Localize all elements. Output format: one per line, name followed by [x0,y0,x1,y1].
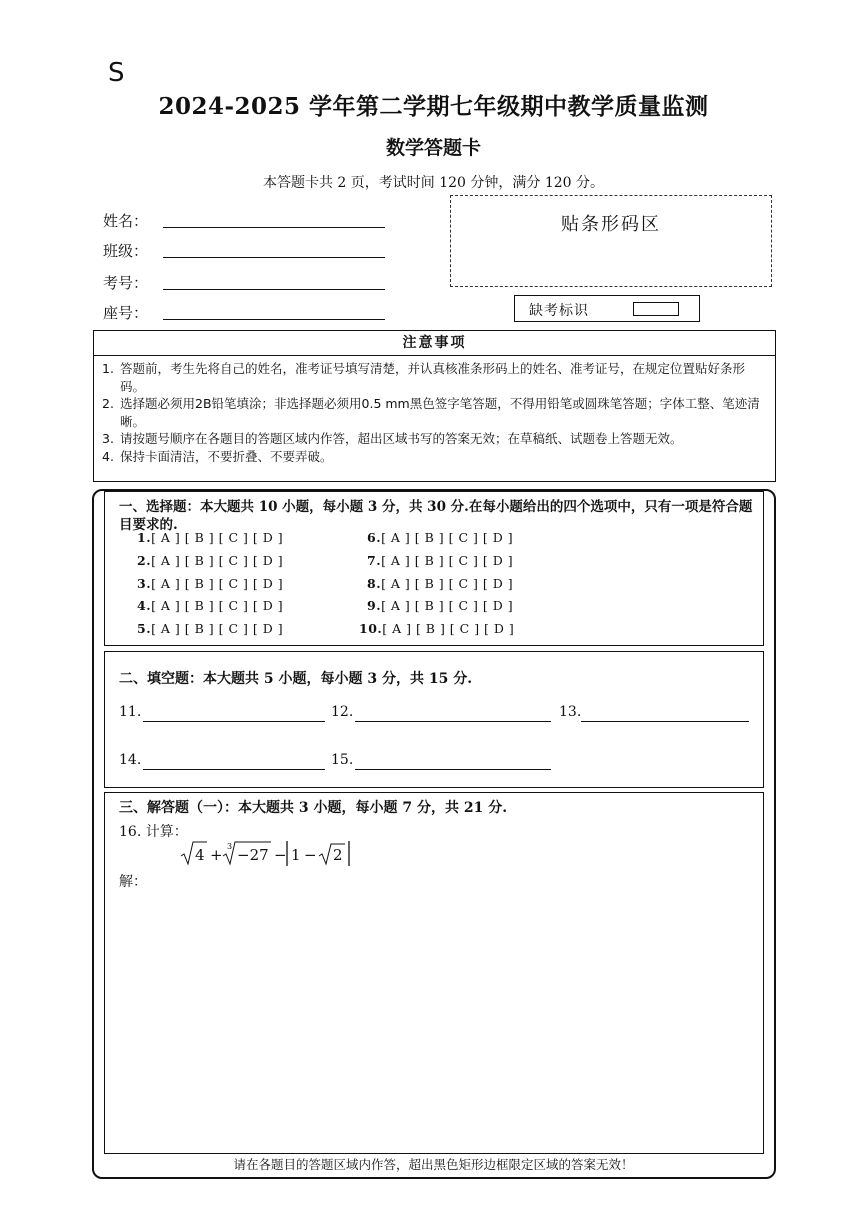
question-number: 5. [137,621,152,636]
page-title: 2024-2025 学年第二学期七年级期中教学质量监测 [158,93,709,120]
svg-text:−27: −27 [237,846,269,864]
name-field[interactable] [163,226,385,228]
blank-answer-13[interactable] [581,720,749,722]
question-number: 2. [137,553,152,568]
class-field[interactable] [163,256,385,258]
question-number: 10. [359,621,383,636]
choice-row-3[interactable] [137,576,283,591]
question-number: 6. [367,530,382,545]
question-number: 4. [137,598,152,613]
choice-options[interactable]: [ A ] [ B ] [ C ] [ D ] [381,598,514,613]
blank-label-11: 11. [119,704,142,720]
exam-no-field[interactable] [163,288,385,290]
section-problem-solving [104,792,764,1154]
section-fill-in-blank [104,651,764,788]
barcode-area-label: 贴条形码区 [561,214,661,235]
choice-row-7[interactable] [367,553,513,568]
absent-checkbox[interactable] [633,302,679,316]
choice-row-5[interactable] [137,621,283,636]
blank-label-13: 13. [559,704,582,720]
svg-text:−: − [304,846,317,864]
svg-text:3: 3 [227,842,233,851]
notice-item [102,395,765,430]
question-number: 8. [367,576,382,591]
absent-mark-label: 缺考标识 [529,303,589,319]
seat-label: 座号： [103,304,149,322]
class-label: 班级： [103,242,149,260]
choice-options[interactable]: [ A ] [ B ] [ C ] [ D ] [151,576,284,591]
question-number: 7. [367,553,382,568]
barcode-area [450,195,772,287]
choice-options[interactable]: [ A ] [ B ] [ C ] [ D ] [381,530,514,545]
section-2-title: 二、填空题：本大题共 5 小题，每小题 3 分，共 15 分. [119,671,473,687]
notice-item-number: 1. [102,361,114,376]
section-3-title: 三、解答题（一）：本大题共 3 小题，每小题 7 分，共 21 分. [119,800,508,816]
choice-options[interactable]: [ A ] [ B ] [ C ] [ D ] [151,598,284,613]
blank-label-14: 14. [119,752,142,768]
choice-options[interactable]: [ A ] [ B ] [ C ] [ D ] [382,621,515,636]
notice-title: 注意事项 [94,331,775,356]
svg-text:−: − [274,846,287,864]
notice-item-number: 4. [102,448,114,464]
svg-text:4: 4 [195,846,205,864]
choice-row-1[interactable] [137,530,283,545]
svg-text:1: 1 [291,846,301,864]
exam-no-label: 考号： [103,274,149,292]
blank-label-15: 15. [331,752,354,768]
choice-options[interactable]: [ A ] [ B ] [ C ] [ D ] [151,530,284,545]
choice-options[interactable]: [ A ] [ B ] [ C ] [ D ] [381,576,514,591]
name-label: 姓名： [103,212,149,230]
corner-mark: S [108,58,125,88]
math-expression [179,839,359,869]
notice-item-number: 3. [102,431,114,446]
notice-item [102,360,765,395]
blank-answer-11[interactable] [143,720,325,722]
notice-item-text: 请按题号顺序在各题目的答题区域内作答，超出区域书写的答案无效；在草稿纸、试题卷上答题无效。 [120,431,683,446]
footer-note: 请在各题目的答题区域内作答，超出黑色矩形边框限定区域的答案无效！ [233,1157,634,1172]
notice-item-text: 保持卡面清洁，不要折叠、不要弄破。 [120,448,333,464]
choice-row-9[interactable] [367,598,513,613]
blank-answer-12[interactable] [355,720,551,722]
question-16-label: 16. 计算： [119,824,188,840]
choice-row-4[interactable] [137,598,283,613]
question-number: 1. [137,530,152,545]
notice-item-text: 答题前，考生先将自己的姓名，准考证号填写清楚，并认真核准条形码上的姓名、准考证号，在规定位置贴好条形码。 [120,361,746,394]
blank-answer-14[interactable] [143,768,325,770]
notice-item [102,448,765,466]
choice-row-8[interactable] [367,576,513,591]
page-subtitle: 数学答题卡 [385,137,481,159]
choice-options[interactable]: [ A ] [ B ] [ C ] [ D ] [381,553,514,568]
choice-options[interactable]: [ A ] [ B ] [ C ] [ D ] [151,553,284,568]
answer-writing-area[interactable] [145,889,745,1139]
answer-label: 解： [119,874,147,890]
choice-options[interactable]: [ A ] [ B ] [ C ] [ D ] [151,621,284,636]
section-1-title: 一、选择题：本大题共 10 小题，每小题 3 分，共 30 分.在每小题给出的四个选项中，只有一项是符合题目要求的. [119,499,753,533]
exam-note: 本答题卡共 2 页，考试时间 120 分钟，满分 120 分。 [262,175,605,191]
question-number: 3. [137,576,152,591]
svg-text:2: 2 [333,846,343,864]
choice-row-6[interactable] [367,530,513,545]
question-number: 9. [367,598,382,613]
section-multiple-choice [104,491,764,646]
notice-box [93,330,776,482]
notice-item [102,430,765,448]
svg-text:+: + [210,846,223,864]
notice-item-text: 选择题必须用2B铅笔填涂；非选择题必须用0.5 mm黑色签字笔答题，不得用铅笔或圆珠笔答题；字体工整、笔迹清晰。 [120,396,760,429]
notice-item-number: 2. [102,396,114,411]
blank-answer-15[interactable] [355,768,551,770]
choice-row-2[interactable] [137,553,283,568]
absent-mark [514,295,700,322]
blank-label-12: 12. [331,704,354,720]
seat-field[interactable] [163,318,385,320]
choice-row-10[interactable] [359,621,514,636]
